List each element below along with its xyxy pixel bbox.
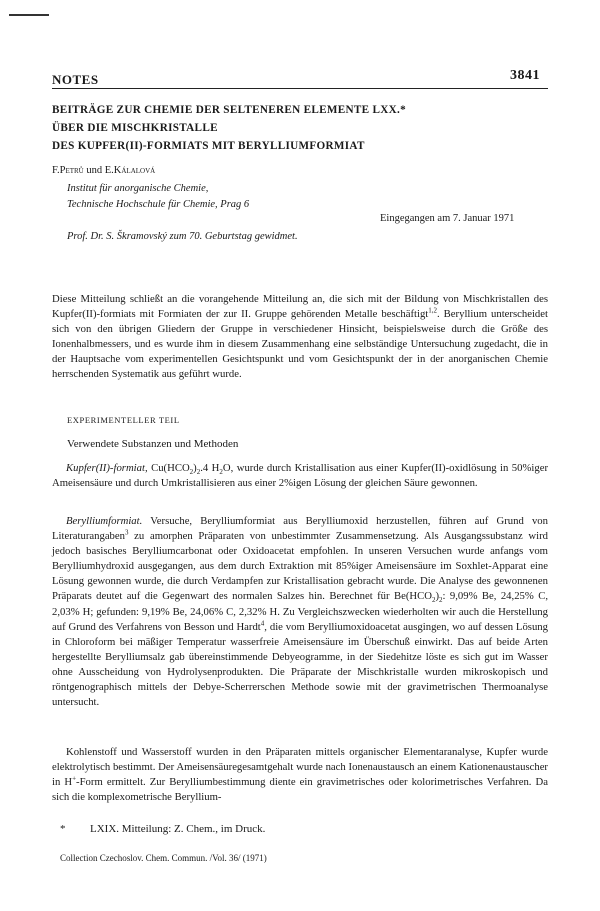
ref-4: 4	[260, 619, 265, 628]
subheading: Verwendete Substanzen und Methoden	[67, 438, 239, 450]
received-date: Eingegangen am 7. Januar 1971	[380, 213, 515, 224]
beryll-label: Berylliumformiat.	[66, 515, 143, 527]
section-label: NOTES	[52, 72, 99, 87]
title-line-2: ÜBER DIE MISCHKRISTALLE	[52, 122, 218, 134]
beryll-text-2: zu amorphen Präparaten von unbestimmter Zusammensetzung. Als Ausgangssubstanz wird jedoch basisches Berylliumcarbonat oder Oxidoacetat empfohlen. In unseren Versuchen wurde anfangs vom Berylliumhydroxid ausgegangen, aus dem durch Extraktion mit 85%iger Ameisensäure im Soxhlet-Apparat eine Lösung gewonnen wurde, die durch Verdampfen zur Kristallisation gebracht wurde. Die Analyse des gewonnenen Präparats deutet auf die Gegenwart des normalen Salzes hin. Berechnet für Be(HCO	[52, 530, 548, 603]
kupfer-formula-a: Cu(HCO	[147, 462, 190, 474]
corner-mark	[9, 14, 49, 16]
footnote	[60, 823, 265, 835]
footnote-mark: *	[60, 823, 66, 835]
title-line-1: BEITRÄGE ZUR CHEMIE DER SELTENEREN ELEMENTE LXX.*	[52, 104, 407, 116]
intro-text-2: . Beryllium unterscheidet sich von den übrigen Gliedern der Gruppe in verschiedener Hinsicht, beispielsweise durch die Größe des Ionenhalbmessers, und es wurde ihm in diesem Zusammenhang eine selbständige Untersuchung zugedacht, die in der Hauptsache vom experimentellen Gesichtspunkt und vom Gesichtspunkt der in der anorganischen Chemie herrschenden Systematik aus geführt wurde.	[52, 308, 548, 381]
author-1: F.Petrů	[52, 165, 84, 176]
header-rule	[52, 88, 548, 89]
kupfer-paragraph	[52, 461, 548, 491]
beryll-text-3: )	[435, 590, 439, 603]
ref-3: 3	[125, 528, 129, 537]
footnote-text: LXIX. Mitteilung: Z. Chem., im Druck.	[90, 823, 266, 835]
kohlen-text-2: -Form ermittelt. Zur Berylliumbestimmung diente ein gravimetrisches oder kolorimetrisches Verfahren. Da sich die komplexometrische Beryllium-	[52, 776, 548, 804]
kohlen-text-1: Kohlenstoff und Wasserstoff wurden in den Präparaten mittels organischer Elementaranalyse, Kupfer wurde elektrolytisch bestimmt. Der Ameisensäuregesamtgehalt wurde nach Ionenaustausch an einem Kationenaustauscher in H	[52, 746, 548, 789]
kupfer-formula-c: .4 H	[200, 462, 220, 474]
dedication: Prof. Dr. S. Škramovský zum 70. Geburtstag gewidmet.	[67, 231, 298, 242]
ref-1-2: 1,2	[428, 306, 438, 315]
kupfer-label: Kupfer(II)-formiat,	[66, 462, 148, 474]
title-line-3: DES KUPFER(II)-FORMIATS MIT BERYLLIUMFORMIAT	[52, 140, 365, 152]
kupfer-sub-a: 2	[189, 468, 194, 477]
journal-citation: Collection Czechoslov. Chem. Commun. /Vol. 36/ (1971)	[60, 853, 267, 863]
page-number: 3841	[510, 68, 540, 83]
beryll-paragraph	[52, 514, 548, 710]
section-heading: EXPERIMENTELLER TEIL	[67, 415, 180, 425]
beryll-sub-2: 2	[439, 596, 443, 605]
beryll-text-4: : 9,09% Be, 24,25% C, 2,03% H; gefunden: 9,19% Be, 24,06% C, 2,32% H. Zu Vergleichszwecken wiederholten wir auch die Herstellung auf Grund des Verfahrens von Besson und Hardt	[52, 590, 548, 633]
kohlen-paragraph	[52, 745, 548, 805]
intro-paragraph	[52, 292, 548, 383]
kupfer-sub-c: 2	[219, 468, 223, 477]
kupfer-sub-b: 2	[196, 468, 201, 477]
beryll-sub-1: 2	[431, 596, 436, 605]
beryll-text-1: Versuche, Berylliumformiat aus Berylliumoxid herzustellen, führen auf Grund von Literaturangaben	[52, 515, 548, 543]
h-plus: +	[72, 774, 77, 783]
authors	[52, 165, 155, 176]
affiliation-line-1: Institut für anorganische Chemie,	[67, 183, 209, 194]
kupfer-formula-b: )	[193, 462, 197, 474]
intro-text-1: Diese Mitteilung schließt an die vorangehende Mitteilung an, die sich mit der Bildung von Mischkristallen des Kupfer(II)-formiats mit Formiaten der zur II. Gruppe gehörenden Metalle beschäftigt	[52, 293, 548, 321]
kupfer-text: O, wurde durch Kristallisation aus einer Kupfer(II)-oxidlösung in 50%iger Ameisensäure und durch Umkristallisieren aus einer 2%igen Lösung der gleichen Säure gewonnen.	[52, 462, 548, 490]
authors-conj: und	[86, 165, 103, 176]
beryll-text-5: , die vom Berylliumoxidoacetat ausgingen, wo auf dessen Lösung in Chloroform bei mäßiger Temperatur wasserfreie Ameisensäure im Überschuß einwirkt. Das auf beide Arten hergestellte Berylliumsalz gab übereinstimmende Debyeogramme, in der Siedehitze löste es sich gut im Wasser ohne Ausscheidung von Hydrolysenprodukten. Die Präparate der Mischkristalle wurden mikroskopisch und röntgenographisch mittels der Debye-Scherrerschen Methode sowie mit der gravimetrischen Thermoanalyse untersucht.	[52, 620, 548, 709]
affiliation-line-2: Technische Hochschule für Chemie, Prag 6	[67, 199, 250, 210]
author-2: E.Kálalová	[104, 165, 156, 176]
